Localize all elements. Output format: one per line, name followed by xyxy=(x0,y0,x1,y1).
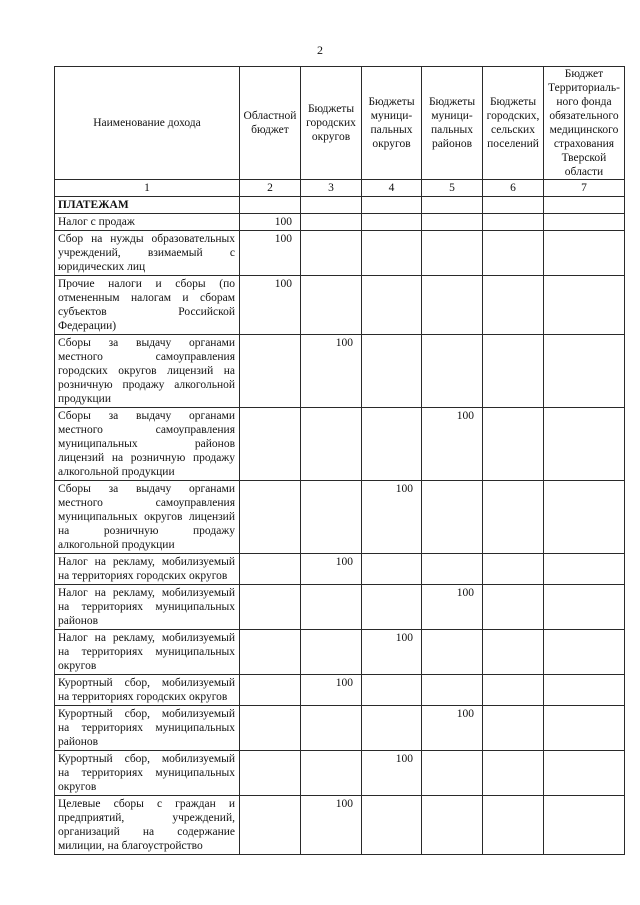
income-name-line: Налог на рекламу, мобилизуемый xyxy=(58,556,235,568)
table-row xyxy=(55,408,625,481)
column-number: 7 xyxy=(544,180,625,197)
header-label-line: городских xyxy=(306,117,356,129)
income-name-line: на территориях муниципальных xyxy=(58,601,235,613)
value-cell-urban-districts-budget xyxy=(301,585,362,630)
value-cell-medical-insurance-fund-budget xyxy=(544,796,625,855)
value-cell-municipal-districts-budget xyxy=(362,335,422,408)
table-row xyxy=(55,214,625,231)
income-name-line: Курортный сбор, мобилизуемый xyxy=(58,708,235,720)
income-name-line: Налог с продаж xyxy=(58,216,135,228)
table-row xyxy=(55,335,625,408)
income-name-line: милиции, на благоустройство xyxy=(58,840,203,852)
value-cell-medical-insurance-fund-budget xyxy=(544,276,625,335)
value-cell-municipal-regions-budget xyxy=(422,796,483,855)
income-name-cell xyxy=(55,214,240,231)
column-number-row xyxy=(55,180,625,197)
value-cell-medical-insurance-fund-budget xyxy=(544,481,625,554)
header-label-line: Тверской xyxy=(561,152,607,164)
value-cell-medical-insurance-fund-budget xyxy=(544,630,625,675)
income-name-line: городских округов лицензий на xyxy=(58,365,235,377)
header-label-line: Бюджет xyxy=(564,68,604,80)
header-municipal-districts-budget xyxy=(362,67,422,180)
table-body xyxy=(55,180,625,855)
value-cell-medical-insurance-fund-budget xyxy=(544,335,625,408)
value-cell-medical-insurance-fund-budget xyxy=(544,197,625,214)
value-cell-municipal-regions-budget xyxy=(422,231,483,276)
header-label-line: Бюджеты xyxy=(307,103,355,115)
value-cell-municipal-regions-budget: 100 xyxy=(422,585,483,630)
header-regional-budget xyxy=(240,67,301,180)
income-name-cell xyxy=(55,481,240,554)
value-cell-municipal-districts-budget: 100 xyxy=(362,481,422,554)
value-cell-settlements-budget xyxy=(483,630,544,675)
value-cell-regional-budget xyxy=(240,197,301,214)
income-name-line: организаций на содержание xyxy=(58,826,235,838)
value-cell-urban-districts-budget: 100 xyxy=(301,554,362,585)
page-number: 2 xyxy=(317,43,323,57)
income-name-cell xyxy=(55,706,240,751)
value-cell-urban-districts-budget xyxy=(301,408,362,481)
income-name-line: Сбор на нужды образовательных xyxy=(58,233,235,245)
section-heading: ПЛАТЕЖАМ xyxy=(55,197,240,214)
income-name-line: местного самоуправления xyxy=(58,497,235,509)
value-cell-regional-budget: 100 xyxy=(240,214,301,231)
value-cell-settlements-budget xyxy=(483,408,544,481)
income-name-line: на территориях муниципальных xyxy=(58,722,235,734)
value-cell-municipal-districts-budget xyxy=(362,408,422,481)
value-cell-regional-budget xyxy=(240,796,301,855)
value-cell-municipal-districts-budget xyxy=(362,675,422,706)
value-cell-municipal-districts-budget xyxy=(362,214,422,231)
income-name-line: Курортный сбор, мобилизуемый xyxy=(58,753,235,765)
income-name-line: округов xyxy=(58,781,97,793)
value-cell-urban-districts-budget xyxy=(301,214,362,231)
value-cell-regional-budget xyxy=(240,630,301,675)
header-label-line: обязательного xyxy=(549,110,619,122)
value-cell-municipal-regions-budget: 100 xyxy=(422,706,483,751)
table-row xyxy=(55,276,625,335)
value-cell-municipal-regions-budget xyxy=(422,335,483,408)
income-name-line: на территориях городских округов xyxy=(58,691,228,703)
income-name-cell xyxy=(55,554,240,585)
income-name-line: на территориях муниципальных xyxy=(58,646,235,658)
value-cell-medical-insurance-fund-budget xyxy=(544,675,625,706)
value-cell-regional-budget: 100 xyxy=(240,231,301,276)
column-number: 3 xyxy=(301,180,362,197)
value-cell-municipal-regions-budget xyxy=(422,276,483,335)
income-name-line: Курортный сбор, мобилизуемый xyxy=(58,677,235,689)
value-cell-municipal-districts-budget xyxy=(362,585,422,630)
income-name-cell xyxy=(55,630,240,675)
income-name-line: Федерации) xyxy=(58,320,117,332)
value-cell-settlements-budget xyxy=(483,481,544,554)
value-cell-settlements-budget xyxy=(483,751,544,796)
value-cell-municipal-regions-budget xyxy=(422,630,483,675)
income-name-line: алкогольной продукции xyxy=(58,539,175,551)
income-name-line: муниципальных районов xyxy=(58,438,235,450)
value-cell-urban-districts-budget xyxy=(301,197,362,214)
income-name-cell xyxy=(55,231,240,276)
value-cell-settlements-budget xyxy=(483,554,544,585)
income-name-line: субъектов Российской xyxy=(58,306,235,318)
income-name-line: алкогольной продукции xyxy=(58,466,175,478)
income-name-line: розничную продажу алкогольной xyxy=(58,379,235,391)
value-cell-urban-districts-budget xyxy=(301,751,362,796)
value-cell-medical-insurance-fund-budget xyxy=(544,214,625,231)
income-name-cell xyxy=(55,675,240,706)
value-cell-medical-insurance-fund-budget xyxy=(544,408,625,481)
income-name-line: местного самоуправления xyxy=(58,424,235,436)
header-label-line: округов xyxy=(311,131,351,143)
value-cell-settlements-budget xyxy=(483,335,544,408)
value-cell-settlements-budget xyxy=(483,796,544,855)
value-cell-settlements-budget xyxy=(483,214,544,231)
header-income-name: Наименование дохода xyxy=(55,67,240,180)
value-cell-medical-insurance-fund-budget xyxy=(544,585,625,630)
income-name-line: Сборы за выдачу органами xyxy=(58,410,235,422)
column-number: 1 xyxy=(55,180,240,197)
value-cell-regional-budget xyxy=(240,408,301,481)
header-label-line: Территориаль- xyxy=(548,82,620,94)
header-label-line: бюджет xyxy=(251,124,289,136)
value-cell-regional-budget xyxy=(240,335,301,408)
income-name-line: предприятий, учреждений, xyxy=(58,812,235,824)
header-label-line: ного фонда xyxy=(556,96,612,108)
column-number: 2 xyxy=(240,180,301,197)
income-name-cell xyxy=(55,276,240,335)
income-name-line: Налог на рекламу, мобилизуемый xyxy=(58,587,235,599)
header-label-line: поселений xyxy=(487,138,539,150)
header-label-line: муници- xyxy=(370,110,413,122)
income-distribution-table xyxy=(54,66,625,855)
income-name-line: на территориях городских округов xyxy=(58,570,228,582)
header-label-line: пальных xyxy=(431,124,473,136)
header-label-line: пальных xyxy=(370,124,413,136)
value-cell-municipal-regions-budget: 100 xyxy=(422,408,483,481)
value-cell-urban-districts-budget xyxy=(301,630,362,675)
value-cell-municipal-regions-budget xyxy=(422,554,483,585)
value-cell-settlements-budget xyxy=(483,231,544,276)
header-label-line: сельских xyxy=(491,124,535,136)
header-label-line: муници- xyxy=(431,110,473,122)
income-name-line: Сборы за выдачу органами xyxy=(58,483,235,495)
value-cell-municipal-districts-budget xyxy=(362,231,422,276)
value-cell-regional-budget xyxy=(240,554,301,585)
value-cell-medical-insurance-fund-budget xyxy=(544,706,625,751)
income-name-line: районов xyxy=(58,615,99,627)
value-cell-municipal-regions-budget xyxy=(422,197,483,214)
value-cell-medical-insurance-fund-budget xyxy=(544,554,625,585)
value-cell-urban-districts-budget xyxy=(301,276,362,335)
value-cell-municipal-regions-budget xyxy=(422,675,483,706)
value-cell-municipal-districts-budget xyxy=(362,706,422,751)
income-name-cell xyxy=(55,408,240,481)
value-cell-municipal-districts-budget xyxy=(362,276,422,335)
income-name-line: округов xyxy=(58,660,97,672)
value-cell-municipal-districts-budget xyxy=(362,796,422,855)
value-cell-regional-budget xyxy=(240,585,301,630)
value-cell-urban-districts-budget xyxy=(301,231,362,276)
column-number: 6 xyxy=(483,180,544,197)
income-name-line: юридических лиц xyxy=(58,261,146,273)
income-name-cell xyxy=(55,796,240,855)
value-cell-regional-budget xyxy=(240,706,301,751)
value-cell-municipal-regions-budget xyxy=(422,214,483,231)
table-row xyxy=(55,796,625,855)
table-row xyxy=(55,231,625,276)
value-cell-municipal-regions-budget xyxy=(422,751,483,796)
value-cell-urban-districts-budget xyxy=(301,481,362,554)
header-label-line: Бюджеты xyxy=(489,96,537,108)
table-row xyxy=(55,481,625,554)
section-row xyxy=(55,197,625,214)
header-label-line: городских, xyxy=(486,110,540,122)
table-row xyxy=(55,585,625,630)
income-name-line: муниципальных округов лицензий xyxy=(58,511,235,523)
value-cell-municipal-districts-budget xyxy=(362,554,422,585)
column-number: 5 xyxy=(422,180,483,197)
value-cell-regional-budget xyxy=(240,675,301,706)
header-settlements-budget xyxy=(483,67,544,180)
value-cell-urban-districts-budget: 100 xyxy=(301,675,362,706)
income-name-line: местного самоуправления xyxy=(58,351,235,363)
table-row xyxy=(55,675,625,706)
value-cell-settlements-budget xyxy=(483,585,544,630)
income-name-line: отмененным налогам и сборам xyxy=(58,292,235,304)
header-label-line: медицинского xyxy=(549,124,619,136)
value-cell-municipal-districts-budget: 100 xyxy=(362,751,422,796)
income-name-line: на розничную продажу xyxy=(58,525,235,537)
column-number: 4 xyxy=(362,180,422,197)
value-cell-regional-budget: 100 xyxy=(240,276,301,335)
header-label-line: округов xyxy=(372,138,411,150)
value-cell-urban-districts-budget: 100 xyxy=(301,335,362,408)
table-header xyxy=(55,67,625,180)
income-name-cell xyxy=(55,335,240,408)
income-name-line: на территориях муниципальных xyxy=(58,767,235,779)
header-municipal-regions-budget xyxy=(422,67,483,180)
value-cell-settlements-budget xyxy=(483,706,544,751)
value-cell-settlements-budget xyxy=(483,276,544,335)
value-cell-municipal-regions-budget xyxy=(422,481,483,554)
income-name-cell xyxy=(55,751,240,796)
value-cell-medical-insurance-fund-budget xyxy=(544,751,625,796)
income-name-line: Прочие налоги и сборы (по xyxy=(58,278,235,290)
income-name-line: продукции xyxy=(58,393,111,405)
table-row xyxy=(55,630,625,675)
table-row xyxy=(55,554,625,585)
value-cell-municipal-districts-budget: 100 xyxy=(362,630,422,675)
value-cell-municipal-districts-budget xyxy=(362,197,422,214)
header-label-line: районов xyxy=(431,138,473,150)
income-name-line: Налог на рекламу, мобилизуемый xyxy=(58,632,235,644)
header-label-line: Областной xyxy=(243,110,297,122)
income-name-line: Целевые сборы с граждан и xyxy=(58,798,235,810)
header-label-line: Бюджеты xyxy=(428,96,476,108)
header-label-line: области xyxy=(564,166,604,178)
header-row xyxy=(55,67,625,180)
value-cell-medical-insurance-fund-budget xyxy=(544,231,625,276)
value-cell-settlements-budget xyxy=(483,675,544,706)
value-cell-regional-budget xyxy=(240,751,301,796)
income-name-line: Сборы за выдачу органами xyxy=(58,337,235,349)
table-row xyxy=(55,706,625,751)
header-label-line: Бюджеты xyxy=(368,96,415,108)
value-cell-settlements-budget xyxy=(483,197,544,214)
header-urban-districts-budget xyxy=(301,67,362,180)
income-name-cell xyxy=(55,585,240,630)
income-name-line: районов xyxy=(58,736,99,748)
income-name-line: лицензий на розничную продажу xyxy=(58,452,235,464)
income-name-line: учреждений, взимаемый с xyxy=(58,247,235,259)
value-cell-urban-districts-budget: 100 xyxy=(301,796,362,855)
table-row xyxy=(55,751,625,796)
header-label-line: страхования xyxy=(553,138,615,150)
value-cell-regional-budget xyxy=(240,481,301,554)
header-medical-insurance-fund-budget xyxy=(544,67,625,180)
value-cell-urban-districts-budget xyxy=(301,706,362,751)
